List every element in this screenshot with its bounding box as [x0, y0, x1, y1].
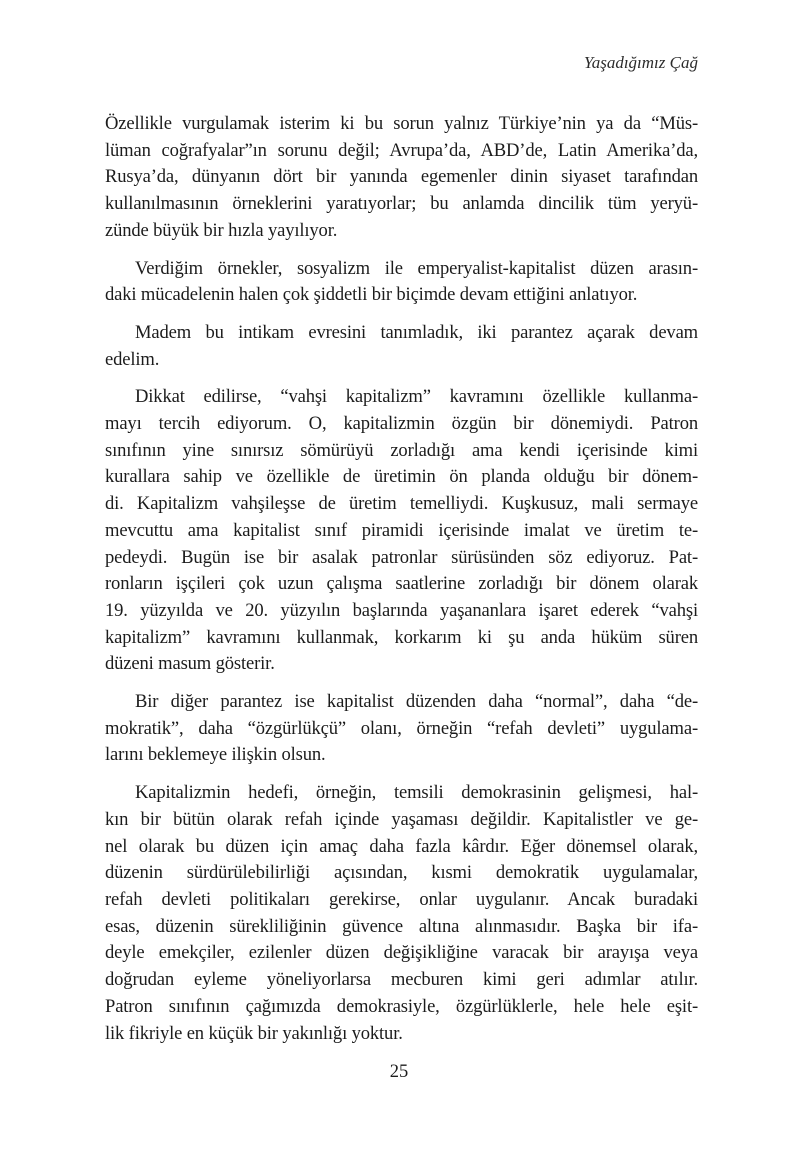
text-line: lik fikriyle en küçük bir yakınlığı yoktur. [105, 1022, 403, 1044]
paragraph [105, 384, 698, 678]
text-line: kullanılmasının örneklerini yaratıyorlar; bu anlamda dincilik tüm yeryü- [105, 193, 698, 215]
text-line: pedeydi. Bugün ise bir asalak patronlar sürüsünden söz ediyoruz. Pat- [105, 546, 698, 568]
paragraph [105, 256, 698, 309]
paragraph [105, 320, 698, 373]
paragraph [105, 780, 698, 1047]
text-line: edelim. [105, 348, 160, 370]
text-line: Patron sınıfının çağımızda demokrasiyle, özgürlüklerle, hele hele eşit- [105, 995, 698, 1017]
text-line: deyle emekçiler, ezilenler düzen değişikliğine varacak bir arayışa veya [105, 942, 698, 964]
text-line: 19. yüzyılda ve 20. yüzyılın başlarında yaşananlara işaret ederek “vahşi [105, 599, 698, 621]
text-line: düzenin sürdürülebilirliği açısından, kısmi demokratik uygulamalar, [105, 862, 698, 884]
text-line: doğrudan eyleme yöneliyorlarsa mecburen kimi geri adımlar atılır. [105, 969, 698, 991]
text-line: nel olarak bu düzen için amaç daha fazla kârdır. Eğer dönemsel olarak, [105, 835, 698, 857]
running-header: Yaşadığımız Çağ [583, 53, 698, 72]
text-line: lüman coğrafyalar”ın sorunu değil; Avrupa’da, ABD’de, Latin Amerika’da, [105, 139, 698, 161]
text-line: mokratik”, daha “özgürlükçü” olanı, örneğin “refah devleti” uygulama- [105, 717, 698, 739]
text-line: esas, düzenin sürekliliğinin güvence altına alınmasıdır. Başka bir ifa- [105, 915, 698, 937]
text-line: Özellikle vurgulamak isterim ki bu sorun yalnız Türkiye’nin ya da “Müs- [105, 113, 698, 134]
page-number: 25 [389, 1062, 409, 1082]
text-line: larını beklemeye ilişkin olsun. [105, 744, 326, 766]
text-line: düzeni masum gösterir. [105, 653, 275, 675]
text-line: Madem bu intikam evresini tanımladık, iki parantez açarak devam [135, 321, 698, 343]
text-line: refah devleti politikaları gerekirse, onlar uygulanır. Ancak buradaki [105, 888, 698, 910]
text-line: kurallara sahip ve özellikle de üretimin ön planda olduğu bir dönem- [105, 466, 698, 488]
text-line: Dikkat edilirse, “vahşi kapitalizm” kavramını özellikle kullanma- [135, 386, 698, 408]
text-line: Verdiğim örnekler, sosyalizm ile emperyalist-kapitalist düzen arasın- [135, 257, 698, 279]
text-line: Kapitalizmin hedefi, örneğin, temsili demokrasinin gelişmesi, hal- [135, 782, 698, 804]
text-line: kın bir bütün olarak refah içinde yaşaması değildir. Kapitalistler ve ge- [105, 808, 698, 830]
body-text [105, 111, 698, 1058]
text-line: zünde büyük bir hızla yayılıyor. [105, 219, 338, 241]
text-line: Rusya’da, dünyanın dört bir yanında egemenler dinin siyaset tarafından [105, 166, 698, 188]
text-line: mevcuttu ama kapitalist sınıf piramidi içerisinde imalat ve üretim te- [105, 519, 698, 541]
text-line: kapitalizm” kavramını kullanmak, korkarım ki şu anda hüküm süren [105, 626, 698, 648]
text-line: ronların işçileri çok uzun çalışma saatlerine zorladığı bir dönem olarak [105, 573, 698, 595]
text-line: mayı tercih ediyorum. O, kapitalizmin özgün bir dönemiydi. Patron [105, 413, 698, 435]
paragraph [105, 689, 698, 769]
paragraph [105, 111, 698, 245]
text-line: sınıfının yine sınırsız sömürüyü zorladığı ama kendi içerisinde kimi [105, 439, 698, 461]
text-line: di. Kapitalizm vahşileşse de üretim temelliydi. Kuşkusuz, mali sermaye [105, 493, 698, 515]
text-line: daki mücadelenin halen çok şiddetli bir biçimde devam ettiğini anlatıyor. [105, 284, 638, 306]
text-line: Bir diğer parantez ise kapitalist düzenden daha “normal”, daha “de- [135, 691, 698, 713]
